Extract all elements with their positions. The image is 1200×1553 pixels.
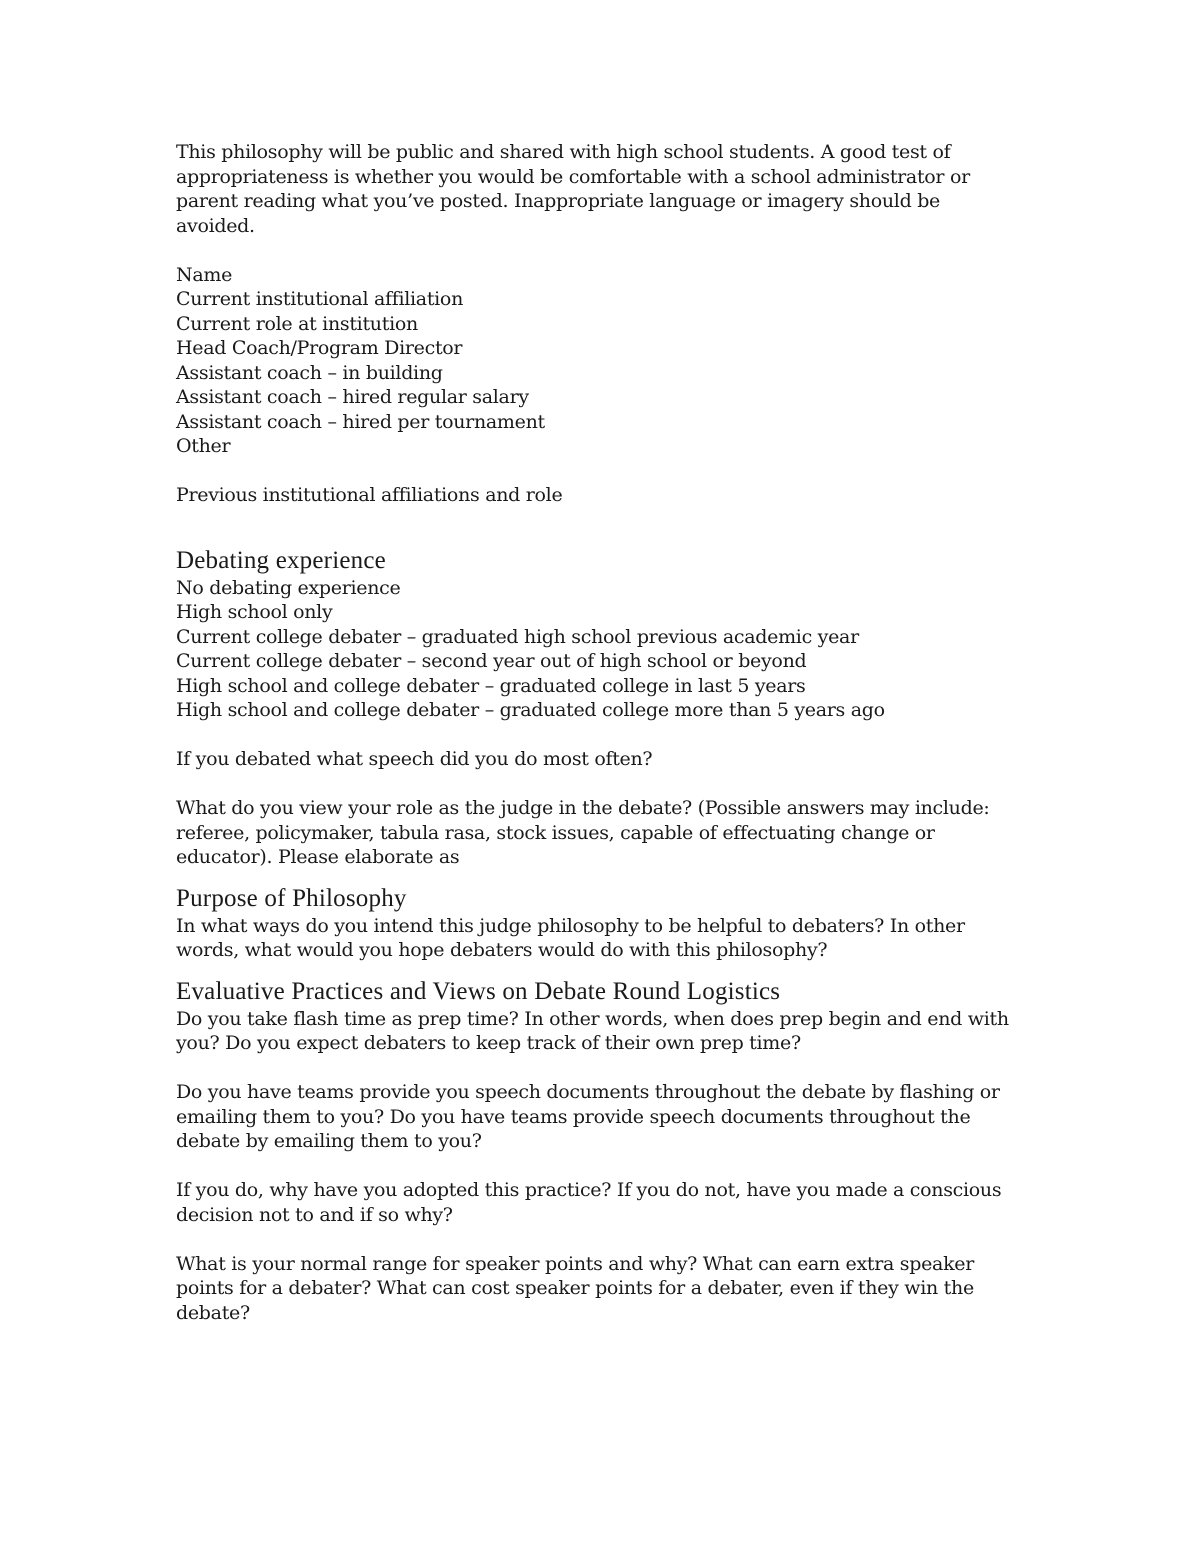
intro-line: appropriateness is whether you would be comfortable with a school administrator or bbox=[176, 165, 970, 188]
practice-reason-line: If you do, why have you adopted this practice? If you do not, have you made a conscious bbox=[176, 1179, 1002, 1201]
field-assistant-per-tournament: Assistant coach – hired per tournament bbox=[176, 410, 545, 433]
experience-option: High school only bbox=[176, 601, 333, 623]
intro-paragraph bbox=[176, 140, 1036, 238]
prep-time-question bbox=[176, 1007, 1036, 1056]
speech-question bbox=[176, 747, 1036, 772]
speech-documents-line: debate by emailing them to you? bbox=[176, 1130, 482, 1152]
speech-documents-line: Do you have teams provide you speech documents throughout the debate by flashing or bbox=[176, 1081, 1000, 1103]
speaker-points-question bbox=[176, 1252, 1036, 1326]
experience-option: High school and college debater – graduated college more than 5 years ago bbox=[176, 699, 885, 721]
purpose-line: words, what would you hope debaters would do with this philosophy? bbox=[176, 939, 828, 961]
speech-documents-line: emailing them to you? Do you have teams provide speech documents throughout the bbox=[176, 1105, 971, 1128]
section-heading-purpose: Purpose of Philosophy bbox=[176, 884, 407, 912]
field-current-affiliation: Current institutional affiliation bbox=[176, 288, 464, 310]
previous-affiliations-line: Previous institutional affiliations and role bbox=[176, 484, 563, 506]
fields-list bbox=[176, 263, 1036, 459]
section-heading-evaluative: Evaluative Practices and Views on Debate Round Logistics bbox=[176, 977, 781, 1005]
practice-reason-question bbox=[176, 1178, 1036, 1227]
document-page bbox=[176, 140, 1036, 1325]
intro-line: avoided. bbox=[176, 214, 255, 237]
purpose-question bbox=[176, 914, 1036, 963]
field-assistant-in-building: Assistant coach – in building bbox=[176, 361, 443, 384]
purpose-line: In what ways do you intend this judge philosophy to be helpful to debaters? In other bbox=[176, 914, 965, 937]
debating-experience-list bbox=[176, 576, 1036, 723]
speaker-points-line: What is your normal range for speaker points and why? What can earn extra speaker bbox=[176, 1252, 975, 1275]
field-head-coach: Head Coach/Program Director bbox=[176, 337, 463, 359]
field-other: Other bbox=[176, 435, 231, 457]
field-name: Name bbox=[176, 263, 233, 286]
judge-role-question bbox=[176, 796, 1036, 870]
speaker-points-line: debate? bbox=[176, 1301, 250, 1324]
experience-option: No debating experience bbox=[176, 576, 401, 599]
section-heading-debating-experience: Debating experience bbox=[176, 546, 386, 574]
experience-option: Current college debater – second year out of high school or beyond bbox=[176, 650, 807, 672]
judge-role-line: educator). Please elaborate as bbox=[176, 846, 460, 868]
experience-option: Current college debater – graduated high school previous academic year bbox=[176, 625, 859, 648]
speech-question-line: If you debated what speech did you do most often? bbox=[176, 748, 653, 770]
intro-line: This philosophy will be public and shared with high school students. A good test of bbox=[176, 141, 951, 163]
prep-time-line: Do you take flash time as prep time? In other words, when does prep begin and end with bbox=[176, 1007, 1009, 1030]
speech-documents-question bbox=[176, 1080, 1036, 1154]
speaker-points-line: points for a debater? What can cost speaker points for a debater, even if they win the bbox=[176, 1277, 974, 1299]
field-current-role: Current role at institution bbox=[176, 312, 418, 335]
experience-option: High school and college debater – graduated college in last 5 years bbox=[176, 674, 806, 697]
field-assistant-salary: Assistant coach – hired regular salary bbox=[176, 386, 529, 408]
intro-line: parent reading what you’ve posted. Inappropriate language or imagery should be bbox=[176, 190, 940, 212]
prep-time-line: you? Do you expect debaters to keep track of their own prep time? bbox=[176, 1032, 801, 1054]
previous-affiliations bbox=[176, 483, 1036, 508]
practice-reason-line: decision not to and if so why? bbox=[176, 1203, 453, 1226]
judge-role-line: referee, policymaker, tabula rasa, stock issues, capable of effectuating change or bbox=[176, 821, 935, 844]
judge-role-line: What do you view your role as the judge in the debate? (Possible answers may include: bbox=[176, 797, 990, 819]
